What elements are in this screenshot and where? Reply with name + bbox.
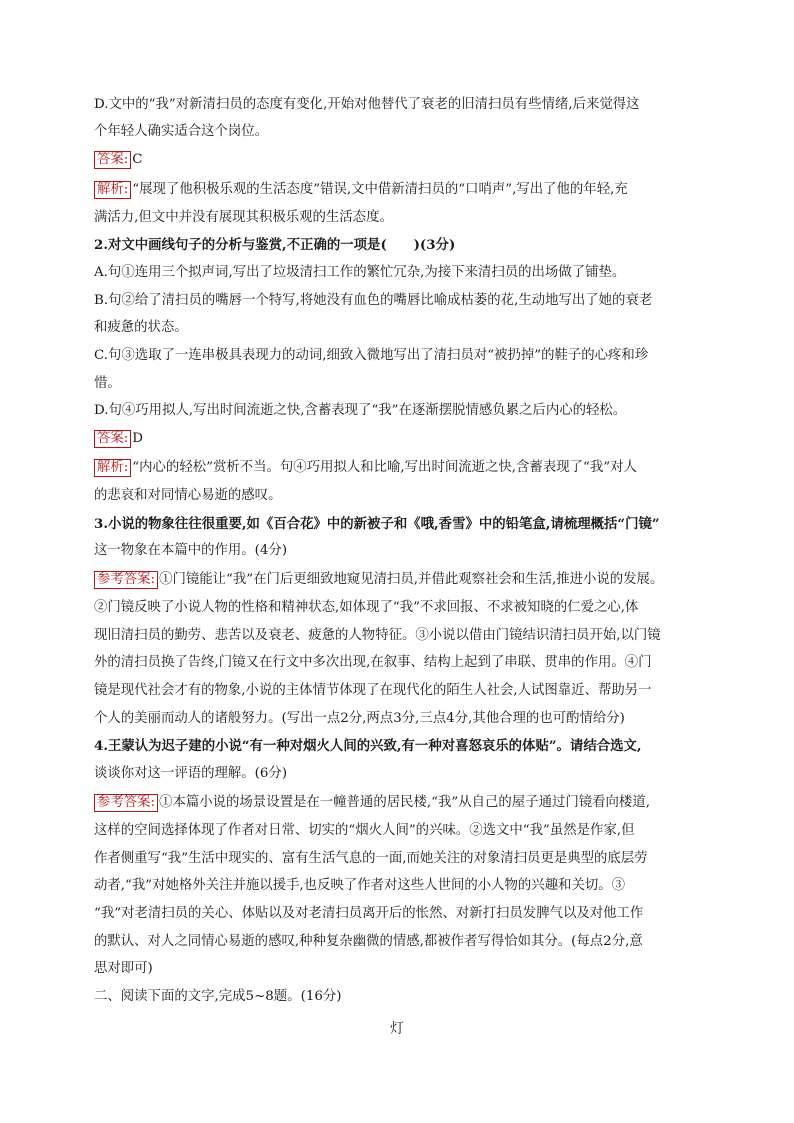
option-b-line-1: B.句②给了清扫员的嘴唇一个特写,将她没有血色的嘴唇比喻成枯萎的花,生动地写出了她的衰老 [94,293,653,308]
question-3-line-1: 3.小说的物象往往很重要,如《百合花》中的新被子和《哦,香雪》中的铅笔盒,请梳理概括“门镜” [94,516,660,532]
analysis-q1-line-2: 满活力,但文中并没有展现其积极乐观的生活态度。 [94,210,393,225]
ref-answer-q4-line-5: “我”对老清扫员的关心、体贴以及对老清扫员离开后的怅然、对新打扫员发脾气以及对他工作 [94,906,644,921]
ref-answer-q4-line-1: 参考答案: ①本篇小说的场景设置是在一幢普通的居民楼,“我”从自己的屋子通过门镜看向楼道, [94,794,650,812]
ref-answer-q4-line-4: 动者,“我”对她格外关注并施以援手,也反映了作者对这些人世间的小人物的兴趣和关切。③ [94,878,626,893]
analysis-q2-line-2: 的悲哀和对同情心易逝的感叹。 [94,488,282,503]
answer-value: D [132,431,144,446]
option-c-line-2: 惜。 [94,376,121,391]
ref-answer-q4-line-6: 的默认、对人之同情心易逝的感叹,种种复杂幽微的情感,都被作者写得恰如其分。(每点2分,意 [94,934,643,949]
question-4-line-1: 4.王蒙认为迟子建的小说“有一种对烟火人间的兴致,有一种对喜怒哀乐的体贴”。请结合选文, [94,738,642,754]
ref-answer-tag: 参考答案: [94,571,158,589]
answer-value: C [132,152,143,167]
question-4-line-2: 谈谈你对这一评语的理解。(6分) [94,766,288,781]
ref-answer-q3-line-2: ②门镜反映了小说人物的性格和精神状态,如体现了“我”不求回报、不求被知晓的仁爱之心,体 [94,600,639,615]
analysis-q1-line-1: 解析: “展现了他积极乐观的生活态度”错误,文中借新清扫员的“口哨声”,写出了他的年轻,充 [94,181,628,199]
answer-q2 [94,430,143,448]
option-d-line-2: 个年轻人确实适合这个岗位。 [94,124,269,139]
question-3-line-2: 这一物象在本篇中的作用。(4分) [94,543,288,558]
answer-tag: 答案: [94,151,131,169]
ref-answer-q3-line-3: 现旧清扫员的勤劳、悲苦以及衰老、疲惫的人物特征。③小说以借由门镜结识清扫员开始,以门镜 [94,628,661,643]
ref-answer-q3-line-5: 镜是现代社会才有的物象,小说的主体情节体现了在现代化的陌生人社会,人试图靠近、帮助另一 [94,683,652,698]
option-b-line-2: 和疲惫的状态。 [94,320,188,335]
question-2: 2.对文中画线句子的分析与鉴赏,不正确的一项是( )(3分) [94,237,456,253]
ref-answer-q4-line-7: 思对即可) [94,961,153,976]
ref-answer-q3-line-1: 参考答案: ①门镜能让“我”在门后更细致地窥见清扫员,并借此观察社会和生活,推进小说的发展。 [94,571,663,589]
ref-answer-q3-line-6: 个人的美丽而动人的诸般努力。(写出一点2分,两点3分,三点4分,其他合理的也可酌情给分) [94,711,625,726]
ref-answer-q3-line-4: 外的清扫员换了告终,门镜又在行文中多次出现,在叙事、结构上起到了串联、贯串的作用。④门 [94,655,652,670]
ref-answer-q4-line-2: 这样的空间选择体现了作者对日常、切实的“烟火人间”的兴味。②选文中“我”虽然是作家,但 [94,823,635,838]
analysis-tag: 解析: [94,181,131,199]
passage-title: 灯 [390,1021,404,1037]
answer-q1 [94,151,143,169]
ref-answer-q4-line-3: 作者侧重写“我”生活中现实的、富有生活气息的一面,而她关注的对象清扫员更是典型的底层劳 [94,851,648,866]
ref-answer-tag: 参考答案: [94,794,158,812]
section-2-heading: 二、阅读下面的文字,完成5~8题。(16分) [94,989,342,1004]
option-d-line-1: D.文中的“我”对新清扫员的态度有变化,开始对他替代了衰老的旧清扫员有些情绪,后来觉得这 [94,97,640,112]
option-d2: D.句④巧用拟人,写出时间流逝之快,含蓄表现了“我”在逐渐摆脱情感负累之后内心的轻松。 [94,403,627,418]
option-c-line-1: C.句③选取了一连串极具表现力的动词,细致入微地写出了清扫员对“被扔掉”的鞋子的心疼和珍 [94,348,649,363]
analysis-q2-line-1: 解析: “内心的轻松”赏析不当。句④巧用拟人和比喻,写出时间流逝之快,含蓄表现了“我”对人 [94,459,637,477]
analysis-tag: 解析: [94,459,131,477]
answer-tag: 答案: [94,430,131,448]
option-a: A.句①连用三个拟声词,写出了垃圾清扫工作的繁忙冗杂,为接下来清扫员的出场做了铺垫。 [94,265,626,280]
